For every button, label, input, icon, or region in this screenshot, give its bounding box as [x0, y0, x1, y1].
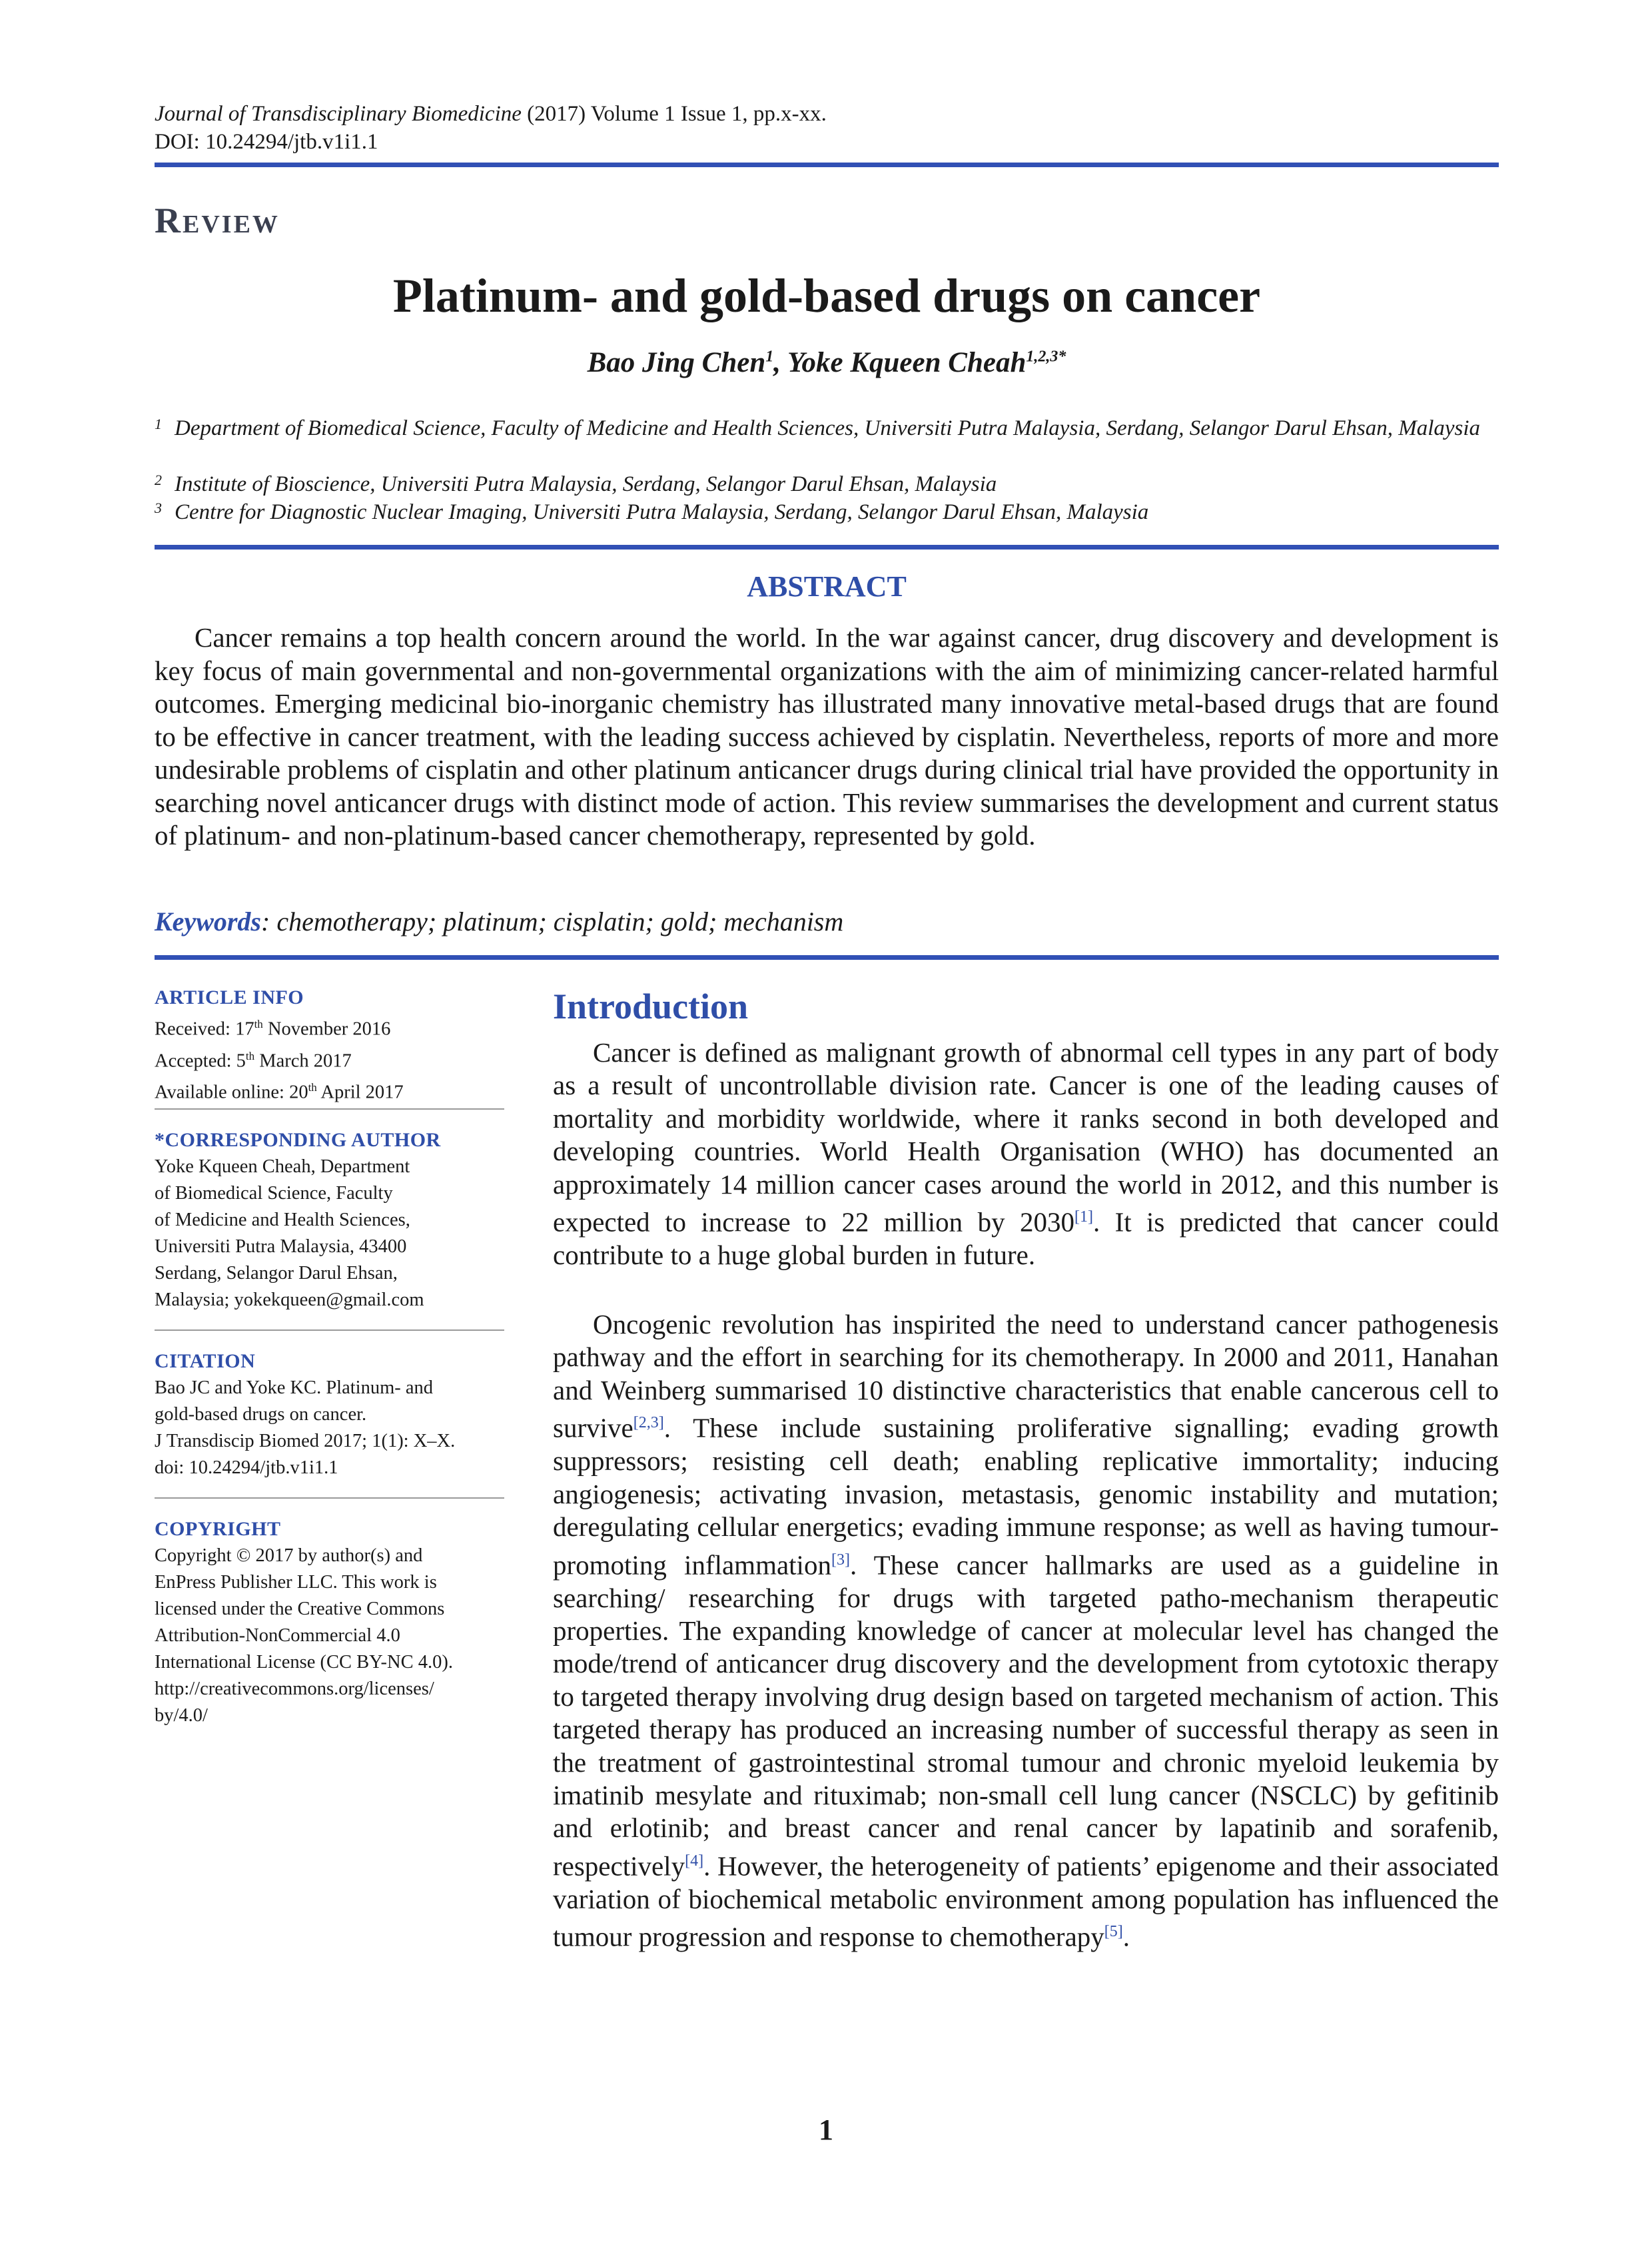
author-list: [155, 346, 1499, 379]
citation-link[interactable]: [3]: [831, 1551, 850, 1569]
author-affiliation-mark: 1: [765, 348, 774, 366]
affiliation-text: Centre for Diagnostic Nuclear Imaging, Universiti Putra Malaysia, Serdang, Selangor Darul Ehsan, Malaysia: [175, 500, 1149, 524]
article-info-heading: ARTICLE INFO: [155, 986, 304, 1008]
affiliation-number: 1: [155, 416, 162, 432]
citation-line: J Transdiscip Biomed 2017; 1(1): X–X.: [155, 1431, 456, 1451]
corresponding-line: of Medicine and Health Sciences,: [155, 1210, 410, 1230]
affiliation: [155, 414, 1499, 442]
license-link[interactable]: http://creativecommons.org/licenses/: [155, 1679, 434, 1699]
copyright-heading: COPYRIGHT: [155, 1518, 281, 1540]
author-name: Yoke Kqueen Cheah: [787, 347, 1027, 378]
section-label: Review: [155, 200, 280, 240]
body-paragraph: Oncogenic revolution has inspirited the need to understand cancer pathogenesis pathway and the effort in searching for its chemotherapy. In 2000 and 2011, Hanahan and Weinberg summarised 10 distinctive characteristics that enable cancerous cell to survive[2,3]. These include sustaining proliferative signalling; evading growth suppressors; resisting cell death; enabling replicative immortality; inducing angiogenesis; activating invasion, metastasis, genomic instability and mutation; deregulating cellular energetics; evading immune response; as well as having tumour-promoting inflammation[3]. These cancer hallmarks are used as a guideline in searching/ researching for drugs with targeted patho-mechanism therapeutic properties. The expanding knowledge of cancer at molecular level has changed the mode/trend of anticancer drug discovery and the development from cytotoxic therapy to targeted therapy involving drug design based on targeted mechanism of action. This targeted therapy has produced an increasing number of successful therapy as seen in the treatment of gastrointestinal stromal tumour and chronic myeloid leukemia by imatinib mesylate and rituximab; non-small cell lung cancer (NSCLC) by gefitinib and erlotinib; and breast cancer and renal cancer by lapatinib and sorafenib, respectively[4]. However, the heterogeneity of patients’ epigenome and their associated variation of biochemical metabolic environment among population has influenced the tumour progression and response to chemotherapy[5].: [553, 1309, 1499, 1952]
affiliation-rule: [155, 545, 1499, 550]
citation-line: Bao JC and Yoke KC. Platinum- and: [155, 1377, 434, 1398]
citation-heading: CITATION: [155, 1350, 256, 1372]
copyright-line: International License (CC BY-NC 4.0).: [155, 1652, 453, 1673]
body-paragraph: Cancer is defined as malignant growth of abnormal cell types in any part of body as a result of uncontrollable division rate. Cancer is one of the leading causes of mortality and morbidity worldwide, where it ranks second in both developed and developing countries. World Health Organisation (WHO) has documented an approximately 14 million cancer cases around the world in 2012, and this number is expected to increase to 22 million by 2030[1]. It is predicted that cancer could contribute to a huge global burden in future.: [553, 1037, 1499, 1271]
author-affiliation-mark: 1,2,3*: [1026, 348, 1066, 366]
license-link[interactable]: by/4.0/: [155, 1705, 208, 1726]
corresponding-line: Yoke Kqueen Cheah, Department: [155, 1156, 410, 1177]
doi: DOI: 10.24294/jtb.v1i1.1: [155, 130, 378, 154]
journal-header: [155, 100, 1499, 156]
keywords-label: Keywords: [155, 907, 261, 936]
author-separator: ,: [773, 347, 787, 378]
paper-title: Platinum- and gold-based drugs on cancer: [392, 269, 1261, 322]
received-date: Received: 17th November 2016: [155, 1018, 391, 1040]
sidebar-divider: [155, 1108, 504, 1110]
abstract-text: Cancer remains a top health concern around the world. In the war against cancer, drug discovery and development is key focus of main governmental and non-governmental organizations with the aim of minimizing cancer-related harmful outcomes. Emerging medicinal bio-inorganic chemistry has illustrated many innovative metal-based drugs that are found to be effective in cancer treatment, with the leading success achieved by cisplatin. Nevertheless, reports of more and more undesirable problems of cisplatin and other platinum anticancer drugs during clinical trial have provided the opportunity in searching novel anticancer drugs with distinct mode of action. This review summarises the development and current status of platinum- and non-platinum-based cancer chemotherapy, represented by gold.: [155, 622, 1499, 851]
corresponding-author: [155, 1127, 504, 1313]
header-rule: [155, 163, 1499, 167]
corresponding-line: of Biomedical Science, Faculty: [155, 1183, 393, 1204]
abstract-heading: ABSTRACT: [747, 570, 907, 603]
keywords: [155, 906, 1499, 937]
corresponding-heading: *CORRESPONDING AUTHOR: [155, 1129, 441, 1151]
affiliation-text: Department of Biomedical Science, Faculty of Medicine and Health Sciences, Universiti Putra Malaysia, Serdang, Selangor Darul Ehsan, Malaysia: [175, 416, 1481, 440]
affiliation-number: 2: [155, 472, 162, 488]
online-date: Available online: 20th April 2017: [155, 1081, 404, 1103]
sidebar-divider: [155, 1497, 504, 1499]
journal-name: Journal of Transdisciplinary Biomedicine: [155, 102, 522, 126]
journal-volume: (2017) Volume 1 Issue 1, pp.x-xx.: [521, 102, 827, 126]
accepted-date: Accepted: 5th March 2017: [155, 1049, 352, 1071]
corresponding-line: Serdang, Selangor Darul Ehsan,: [155, 1263, 398, 1284]
introduction-heading: Introduction: [553, 986, 749, 1026]
citation-link[interactable]: [1]: [1074, 1208, 1093, 1226]
corresponding-line: Universiti Putra Malaysia, 43400: [155, 1236, 407, 1257]
sidebar-divider: [155, 1329, 504, 1331]
copyright: [155, 1516, 504, 1729]
citation-line: gold-based drugs on cancer.: [155, 1404, 367, 1425]
copyright-line: Copyright © 2017 by author(s) and: [155, 1545, 423, 1566]
affiliation: [155, 470, 1499, 498]
citation-link[interactable]: [4]: [685, 1852, 704, 1870]
copyright-line: licensed under the Creative Commons: [155, 1599, 445, 1619]
page-number: 1: [819, 2113, 833, 2146]
citation-link[interactable]: [5]: [1104, 1923, 1123, 1941]
author-name: Bao Jing Chen: [587, 347, 766, 378]
affiliation-text: Institute of Bioscience, Universiti Putra Malaysia, Serdang, Selangor Darul Ehsan, Malaysia: [175, 472, 997, 496]
citation: [155, 1348, 504, 1481]
affiliation: [155, 498, 1499, 526]
corresponding-line: Malaysia; yokekqueen@gmail.com: [155, 1290, 424, 1310]
copyright-line: Attribution-NonCommercial 4.0: [155, 1625, 400, 1646]
affiliation-number: 3: [155, 500, 162, 516]
abstract-rule: [155, 955, 1499, 960]
article-info: [155, 984, 504, 1106]
keywords-list: : chemotherapy; platinum; cisplatin; gold; mechanism: [261, 907, 844, 936]
citation-link[interactable]: [2,3]: [633, 1414, 664, 1432]
citation-line: doi: 10.24294/jtb.v1i1.1: [155, 1457, 338, 1478]
copyright-line: EnPress Publisher LLC. This work is: [155, 1572, 437, 1593]
